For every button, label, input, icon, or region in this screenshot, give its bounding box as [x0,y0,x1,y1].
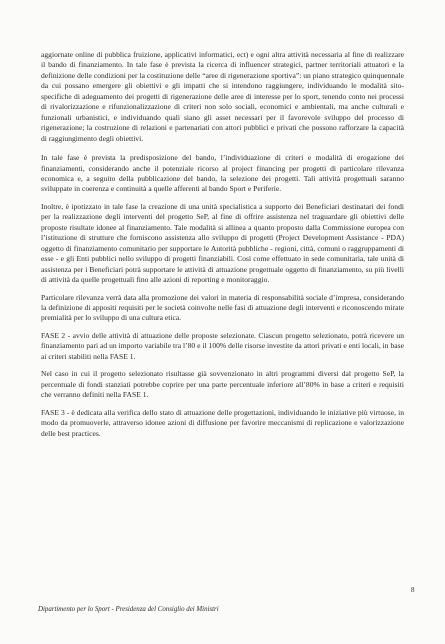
paragraph-unita-specialistica: Inoltre, è ipotizzato in tale fase la creazione di una unità specialistica a supporto dei Beneficiari destinatari dei fondi per la realizzazione degli interventi del progetto SeP, al fine di offrire assistenza nel traguardare gli obiettivi delle proposte risultate idonee al finanziamento. Tale modalità si allinea a quanto proposto dalla Commissione europea con l’istituzione di strutture che forniscono assistenza allo sviluppo di progetti (Project Development Assistance - PDA) oggetto di finanziamento comunitario per supportare le Autorità pubbliche - regioni, città, comuni o raggruppamenti di esse - e gli Enti pubblici nello sviluppo di progetti finanziabili. Così come effettuato in sede comunitaria, tale unità di assistenza per i Beneficiari potrà supportare le attività di attuazione progettuale oggetto di finanziamento, su più livelli di attività da quelle progettuali fino alle azioni di reporting e monitoraggio. [41,201,404,285]
paragraph-bando: In tale fase è prevista la predisposizione del bando, l’individuazione di criteri e modalità di erogazione dei finanziamenti, considerando anche il potenziale ricorso al project financing per progetti di particolare rilevanza economica e, a seguito della pubblicazione del bando, la selezione dei progetti. Tali attività progettuali saranno sviluppate in coerenza e continuità a quelle afferenti al bando Sport e Periferie. [41,153,404,194]
paragraph-intro: aggiornate online di pubblica fruizione, applicativi informatici, ect) e ogni altra attività necessaria al fine di realizzare il bando di finanziamento. In tale fase è prevista la ricerca di influencer strategici, partner territoriali attuatori e la definizione delle condizioni per la costituzione delle “aree di rigenerazione sportiva”: un piano strategico quinquennale da cui possano emergere gli obiettivi e gli impatti che si intendono raggiungere, individuando le modalità sito-specifiche di adeguamento dei progetti di rigenerazione delle aree di interesse per lo sport, tenendo conto nei processi di rivalorizzazione e rifunzionalizzazione di criteri non solo sociali, economici e ambientali, ma anche culturali e funzionali urbanistici, e individuando quali siano gli asset necessari per il favorevole sviluppo del processo di rigenerazione; la costruzione di relazioni e partenariati con attori pubblici e privati che possono rafforzare la capacità di raggiungimento degli obiettivi. [41,50,404,143]
paragraph-fase-2: FASE 2 - avvio delle attività di attuazione delle proposte selezionate. Ciascun progetto selezionato, potrà ricevere un finanziamento pari ad un importo variabile tra l’80 e il 100% delle risorse investite da attori privati e enti locali, in base ai criteri stabiliti nella FASE 1. [41,330,404,361]
paragraph-sovvenzioni: Nel caso in cui il progetto selezionato risultasse già sovvenzionato in altri programmi diversi dal progetto SeP, la percentuale di fondi stanziati potrebbe coprire per una parte percentuale inferiore all’80% in base a criteri e requisiti che verranno definiti nella FASE 1. [41,369,404,400]
paragraph-responsabilita-sociale: Particolare rilevanza verrà data alla promozione dei valori in materia di responsabilità sociale d’impresa, considerando la definizione di appositi requisiti per le società coinvolte nelle fasi di attuazione degli interventi e riconoscendo mirate premialità per lo sviluppo di una cultura etica. [41,292,404,323]
page-number: 8 [411,586,415,594]
footer-department: Dipartimento per lo Sport - Presidenza del Consiglio dei Ministri [38,606,219,613]
paragraph-fase-3: FASE 3 - è dedicata alla verifica dello stato di attuazione delle progettazioni, individuando le iniziative più virtuose, in modo da promuoverle, attraverso idonee azioni di diffusione per favorire meccanismi di replicazione e valorizzazione delle best practices. [41,407,404,438]
